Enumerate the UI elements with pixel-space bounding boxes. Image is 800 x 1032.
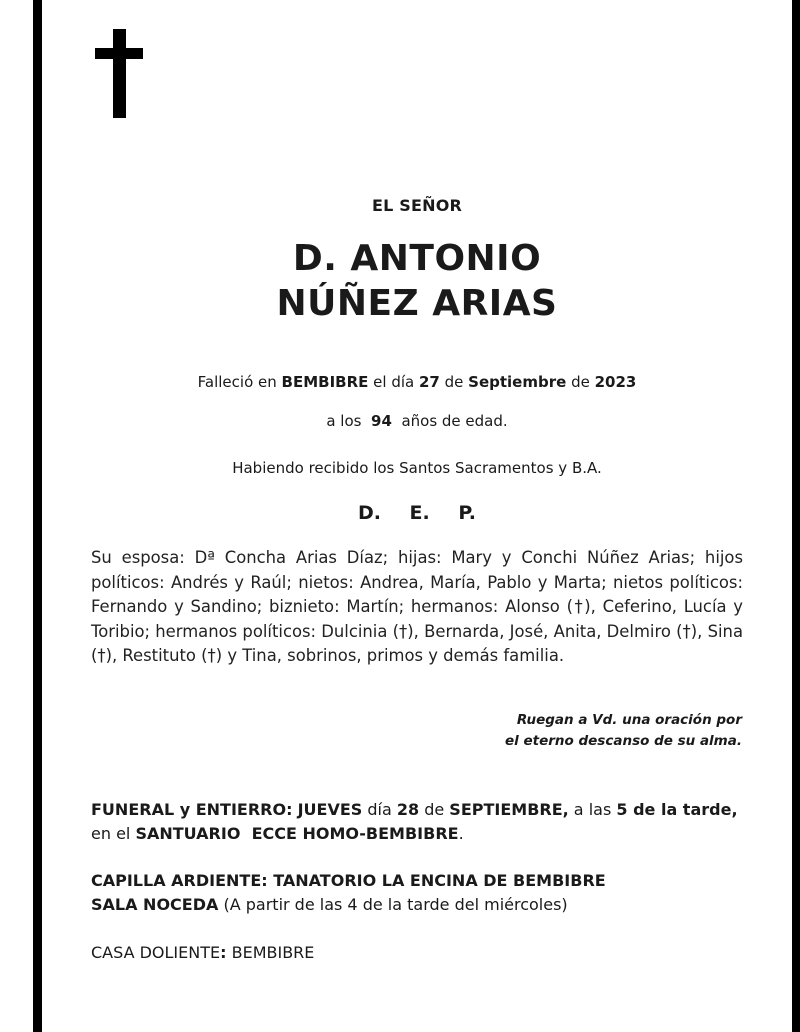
funeral-day: 28 (396, 800, 420, 819)
age-text-1: a los (326, 412, 367, 430)
home-info (91, 941, 751, 965)
death-year: 2023 (594, 373, 637, 391)
home-label: CASA DOLIENTE (91, 943, 221, 962)
age-text-2: años de edad. (396, 412, 508, 430)
death-text-3: de (439, 373, 469, 391)
age-line (42, 412, 792, 430)
funeral-month: SEPTIEMBRE, (449, 800, 569, 819)
death-text-4: de (566, 373, 595, 391)
chapel-info (91, 869, 751, 916)
funeral-text-3: a las (568, 800, 617, 819)
death-details (42, 373, 792, 391)
family-paragraph: Su esposa: Dª Concha Arias Díaz; hijas: Mary y Conchi Núñez Arias; hijos políticos: Andrés y Raúl; nietos: Andrea, María, Pablo y Marta; nietos políticos: Fernando y Sandino; biznieto: Martín; hermanos: Alonso (†), Ceferino, Lucía y Toribio; hermanos políticos: Dulcinia (†), Bernarda, José, Anita, Delmiro (†), Sina (†), Restituto (†) y Tina, sobrinos, primos y demás familia. (91, 548, 743, 666)
chapel-line-2 (91, 893, 751, 917)
home-place: BEMBIBRE (226, 943, 315, 962)
deceased-name-line2: NÚÑEZ ARIAS (276, 283, 558, 324)
funeral-line-2 (91, 822, 751, 846)
title-prefix: EL SEÑOR (371, 196, 463, 215)
funeral-weekday: JUEVES (297, 800, 363, 819)
cross-horizontal-bar (95, 48, 143, 59)
funeral-venue: SANTUARIO ECCE HOMO-BEMBIBRE (135, 823, 459, 843)
death-text-2: el día (368, 373, 419, 391)
prayer-line-2: el eterno descanso de su alma. (505, 733, 742, 749)
age-value: 94 (371, 412, 392, 430)
chapel-note: (A partir de las 4 de la tarde del miércoles) (218, 894, 568, 914)
chapel-line-1 (91, 869, 751, 893)
funeral-text-1: día (362, 800, 397, 819)
funeral-line-1 (91, 798, 751, 822)
funeral-time: 5 de la tarde, (616, 800, 738, 819)
funeral-text-4: en el (91, 823, 136, 843)
rip-line: D. E. P. (357, 502, 477, 524)
prayer-request (440, 710, 742, 752)
funeral-text-2: de (419, 800, 450, 819)
funeral-text-5: . (458, 823, 464, 843)
prayer-line-1: Ruegan a Vd. una oración por (516, 712, 742, 728)
death-day: 27 (418, 373, 440, 391)
funeral-info (91, 798, 751, 845)
chapel-label: CAPILLA ARDIENTE (91, 871, 262, 890)
chapel-colon: : (261, 871, 274, 890)
death-place: BEMBIBRE (281, 373, 369, 391)
sacraments-line: Habiendo recibido los Santos Sacramentos y B.A. (232, 459, 602, 477)
cross-vertical-bar (113, 29, 126, 118)
death-text-1: Falleció en (197, 373, 282, 391)
funeral-label: FUNERAL y ENTIERRO: (91, 800, 293, 819)
death-month: Septiembre (468, 373, 567, 391)
left-border (33, 0, 42, 1032)
home-colon: : (220, 943, 227, 962)
chapel-place: TANATORIO LA ENCINA DE BEMBIBRE (273, 871, 606, 890)
chapel-room: SALA NOCEDA (91, 894, 219, 914)
deceased-name-line1: D. ANTONIO (292, 238, 542, 279)
cross-icon (95, 29, 143, 118)
right-border (792, 0, 800, 1032)
